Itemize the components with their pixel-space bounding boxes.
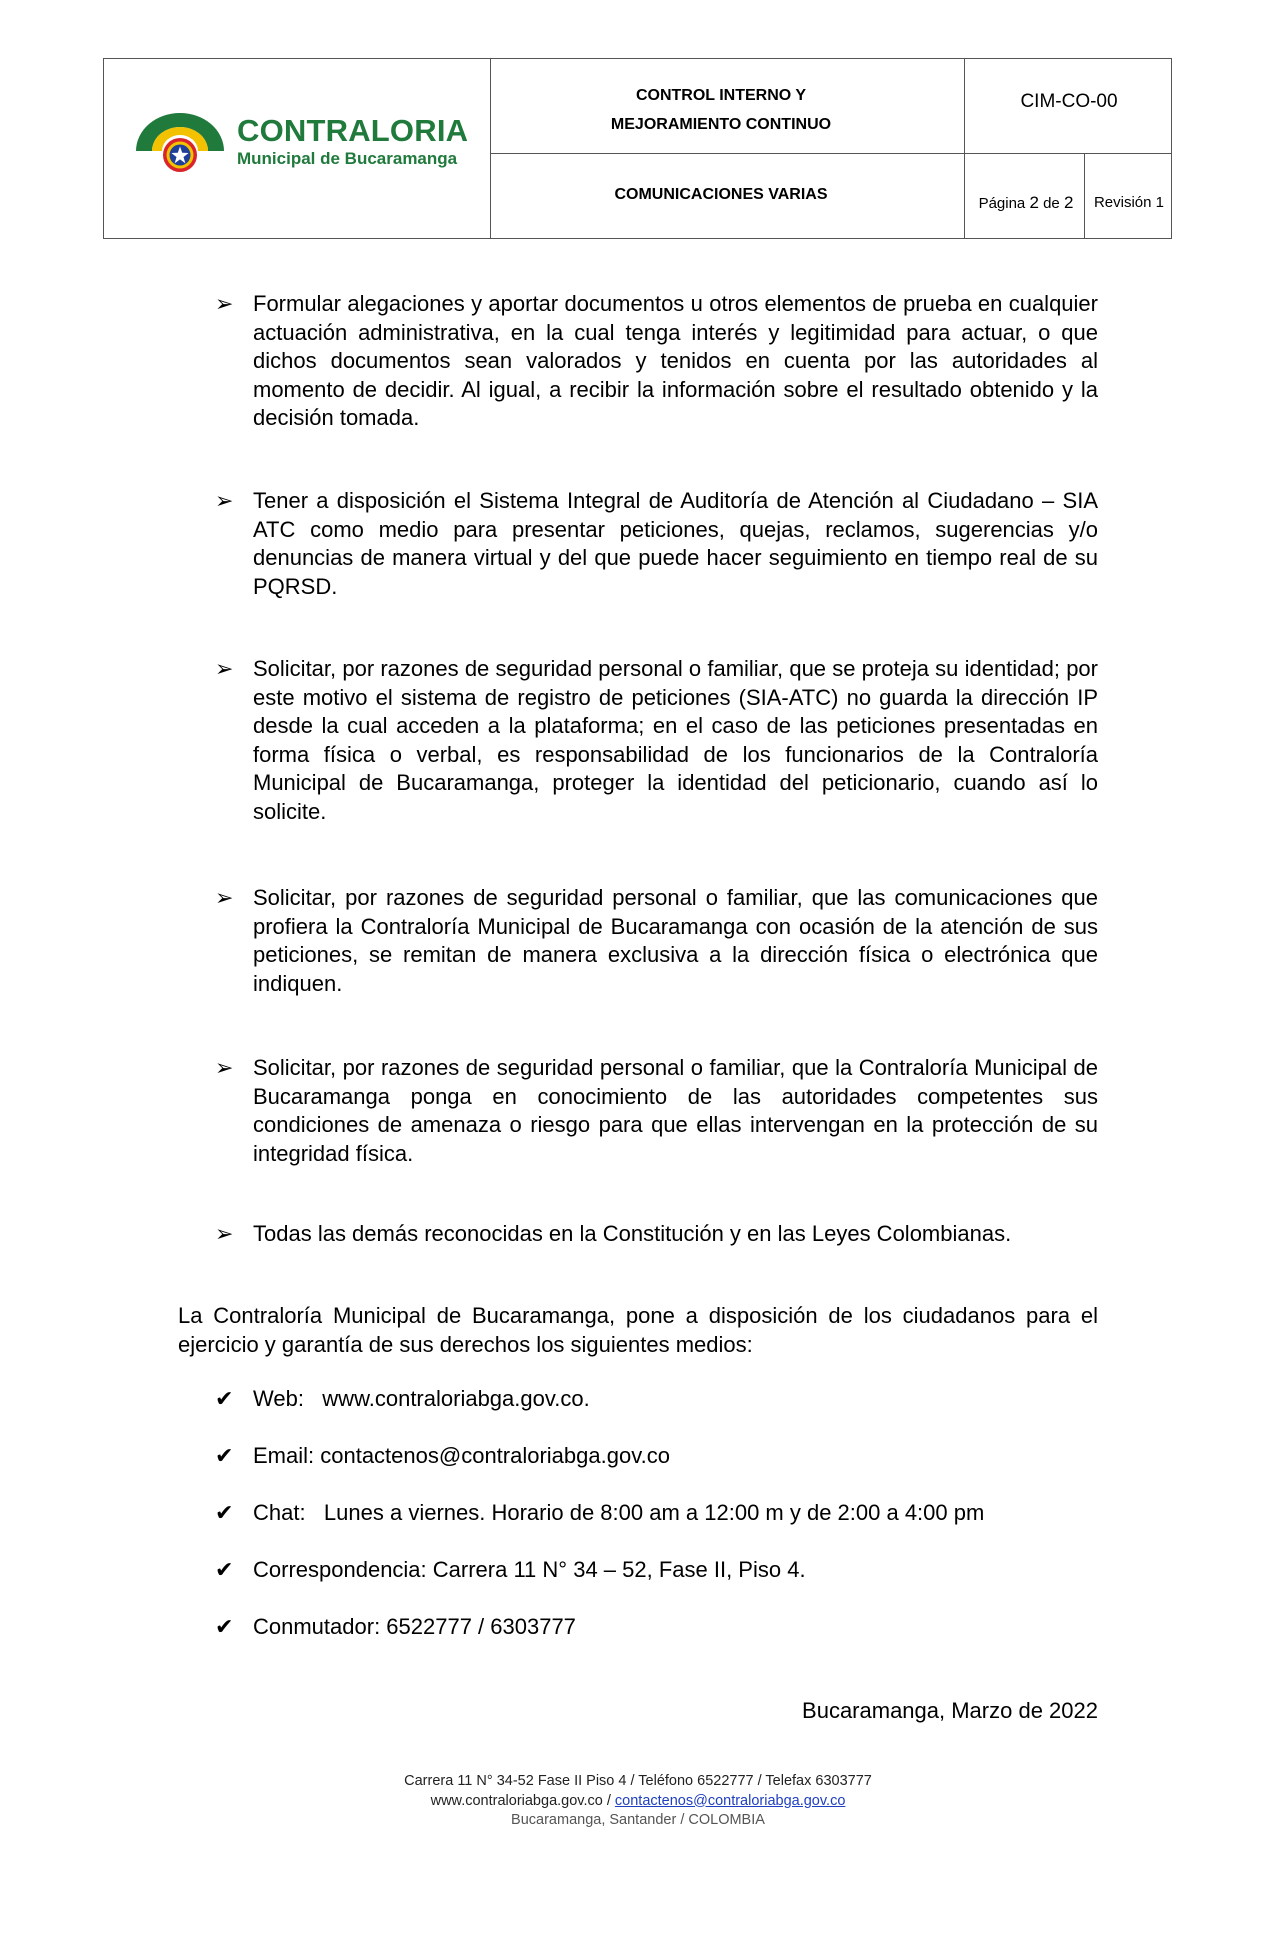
rights-item: Solicitar, por razones de seguridad personal o familiar, que las comunicaciones que profiera la Contraloría Municipal de Bucaramanga con ocasión de la atención de sus peticiones, se remitan de manera exclusiva a la dirección física o electrónica que indiquen. <box>253 885 1098 996</box>
checkmark-icon: ✔ <box>215 1386 234 1411</box>
arrow-bullet-icon: ➢ <box>215 291 234 316</box>
logo-subtitle: Municipal de Bucaramanga <box>237 149 458 168</box>
title-line: CONTROL INTERNO Y <box>635 87 807 104</box>
page-number <box>966 193 1086 214</box>
rights-item: Solicitar, por razones de seguridad personal o familiar, que se proteja su identidad; por este motivo el sistema de registro de peticiones (SIA-ATC) no guarda la dirección IP desde la cual acceden a la plataforma; en el caso de las peticiones presentadas en forma física o verbal, es responsabilidad de los funcionarios de la Contraloría Municipal de Bucaramanga, proteger la identidad del peticionario, cuando así lo solicite. <box>253 656 1098 824</box>
revision-label: Revisión 1 <box>1093 194 1165 211</box>
document-header-table <box>103 58 1172 239</box>
checkmark-icon: ✔ <box>215 1557 234 1582</box>
checkmark-icon: ✔ <box>215 1614 234 1639</box>
contraloria-logo <box>134 111 474 181</box>
header-divider <box>490 153 1171 154</box>
page-label: Página <box>978 195 1026 212</box>
footer-contacts <box>0 1792 1276 1812</box>
rights-item: Formular alegaciones y aportar documentos u otros elementos de prueba en cualquier actuación administrativa, en la cual tenga interés y legitimidad para actuar, o que dichos documentos sean valorados y tenidos en cuenta por las autoridades al momento de decidir. Al igual, a recibir la información sobre el resultado obtenido y la decisión tomada. <box>253 291 1098 431</box>
rights-item: Todas las demás reconocidas en la Constitución y en las Leyes Colombianas. <box>253 1221 1012 1246</box>
title-line: MEJORAMIENTO CONTINUO <box>610 116 832 133</box>
footer-web: www.contraloriabga.gov.co <box>430 1792 603 1809</box>
page-of: de <box>1043 195 1060 212</box>
page-total: 2 <box>1063 193 1074 212</box>
footer-address: Carrera 11 N° 34-52 Fase II Piso 4 / Teléfono 6522777 / Telefax 6303777 <box>404 1773 872 1789</box>
arrow-bullet-icon: ➢ <box>215 1221 234 1246</box>
channel-item: Chat: Lunes a viernes. Horario de 8:00 am a 12:00 m y de 2:00 a 4:00 pm <box>253 1500 985 1525</box>
channel-item: Conmutador: 6522777 / 6303777 <box>253 1614 576 1639</box>
page-footer <box>0 1772 1276 1831</box>
contraloria-emblem-icon <box>134 111 226 177</box>
rights-item: Solicitar, por razones de seguridad personal o familiar, que la Contraloría Municipal de Bucaramanga ponga en conocimiento de las autoridades competentes sus condiciones de amenaza o riesgo para que ellas intervengan en la protección de su integridad física. <box>253 1055 1098 1166</box>
document-code: CIM-CO-00 <box>1020 91 1118 112</box>
checkmark-icon: ✔ <box>215 1500 234 1525</box>
channel-item: Email: contactenos@contraloriabga.gov.co <box>253 1443 670 1468</box>
arrow-bullet-icon: ➢ <box>215 656 234 681</box>
channel-item: Web: www.contraloriabga.gov.co. <box>253 1386 590 1411</box>
checkmark-icon: ✔ <box>215 1443 234 1468</box>
header-divider <box>964 59 965 238</box>
page-current: 2 <box>1029 193 1039 212</box>
arrow-bullet-icon: ➢ <box>215 488 234 513</box>
logo-name: CONTRALORIA <box>237 113 469 148</box>
footer-location: Bucaramanga, Santander / COLOMBIA <box>511 1812 765 1828</box>
footer-email-link[interactable]: contactenos@contraloriabga.gov.co <box>614 1792 846 1809</box>
footer-separator: / <box>602 1792 615 1809</box>
document-subtitle: COMUNICACIONES VARIAS <box>614 186 828 203</box>
rights-item: Tener a disposición el Sistema Integral de Auditoría de Atención al Ciudadano – SIA ATC como medio para presentar peticiones, quejas, reclamos, sugerencias y/o denuncias de manera virtual y del que puede hacer seguimiento en tiempo real de su PQRSD. <box>253 488 1098 599</box>
document-date: Bucaramanga, Marzo de 2022 <box>802 1698 1098 1723</box>
document-title <box>491 81 951 139</box>
arrow-bullet-icon: ➢ <box>215 885 234 910</box>
arrow-bullet-icon: ➢ <box>215 1055 234 1080</box>
channels-intro: La Contraloría Municipal de Bucaramanga, pone a disposición de los ciudadanos para el ejercicio y garantía de sus derechos los siguientes medios: <box>178 1303 1098 1357</box>
channel-item: Correspondencia: Carrera 11 N° 34 – 52, Fase II, Piso 4. <box>253 1557 806 1582</box>
